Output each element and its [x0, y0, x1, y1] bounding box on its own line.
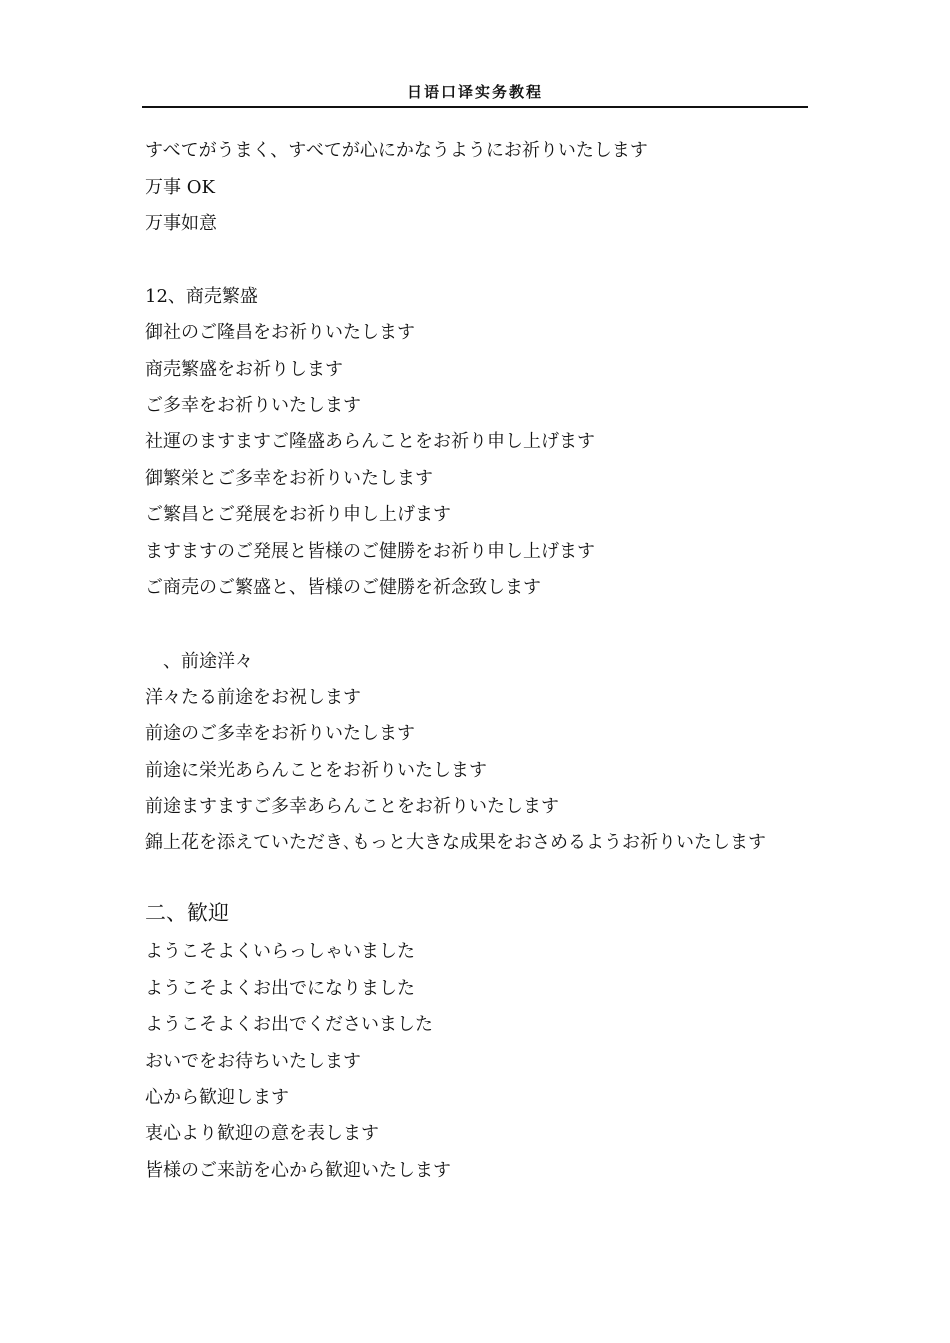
text-line: 万事 OK: [145, 177, 215, 198]
text-line: 前途ますますご多幸あらんことをお祈りいたします: [145, 796, 559, 817]
text-line: 社運のますますご隆盛あらんことをお祈り申し上げます: [145, 431, 595, 452]
text-line: すべてがうまく、すべてが心にかなうようにお祈りいたします: [145, 140, 648, 161]
text-line: 御社のご隆昌をお祈りいたします: [145, 322, 415, 343]
section-heading: 、前途洋々: [145, 651, 253, 672]
text-line: ようこそよくお出でくださいました: [145, 1014, 433, 1035]
text-line: 前途のご多幸をお祈りいたします: [145, 723, 415, 744]
section-heading: 12、商売繁盛: [145, 286, 258, 307]
text-line: おいでをお待ちいたします: [145, 1051, 361, 1072]
chapter-heading: 二、歓迎: [145, 901, 229, 925]
header-title: 日语口译实务教程: [406, 83, 543, 101]
text-line: 前途に栄光あらんことをお祈りいたします: [145, 760, 487, 781]
text-line: 心から歓迎します: [145, 1087, 289, 1108]
text-line: 商売繁盛をお祈りします: [145, 359, 343, 380]
text-line: 衷心より歓迎の意を表します: [145, 1123, 379, 1144]
text-line: ご多幸をお祈りいたします: [145, 395, 361, 416]
text-line: ご繁昌とご発展をお祈り申し上げます: [145, 504, 451, 525]
page-header: [142, 78, 808, 108]
text-line: 御繁栄とご多幸をお祈りいたします: [145, 468, 433, 489]
text-line: 錦上花を添えていただき､もっと大きな成果をおさめるようお祈りいたします: [145, 832, 766, 853]
text-line: 洋々たる前途をお祝します: [145, 687, 361, 708]
text-line: 万事如意: [145, 213, 217, 234]
text-line: ご商売のご繁盛と、皆様のご健勝を祈念致します: [145, 577, 541, 598]
text-line: 皆様のご来訪を心から歓迎いたします: [145, 1160, 451, 1181]
text-line: ますますのご発展と皆様のご健勝をお祈り申し上げます: [145, 541, 595, 562]
text-line: ようこそよくお出でになりました: [145, 978, 415, 999]
text-line: ようこそよくいらっしゃいました: [145, 941, 415, 962]
